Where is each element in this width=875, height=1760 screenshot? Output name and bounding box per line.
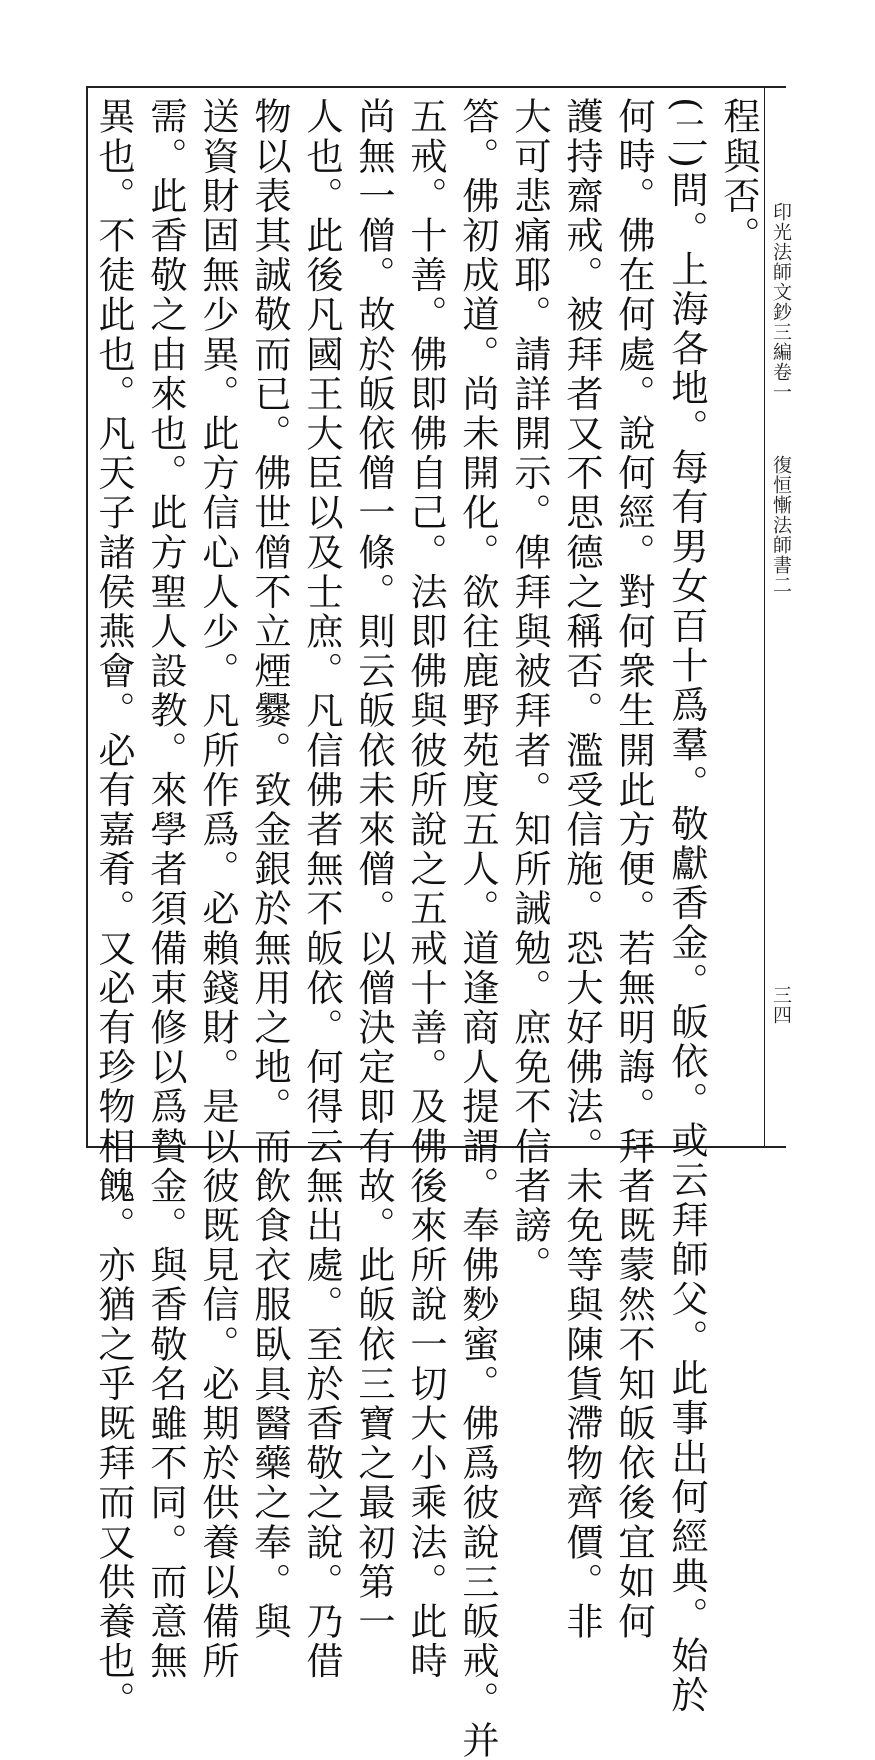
section-title: 復恒慚法師書二 bbox=[770, 455, 792, 595]
text-column: 異也。不徒此也。凡天子諸侯燕會。必有嘉肴。又必有珍物相餽。亦猶之乎既拜而又供養也。 bbox=[92, 97, 136, 1721]
text-column: 人也。此後凡國王大臣以及士庶。凡信佛者無不皈依。何得云無出處。至於香敬之說。乃借 bbox=[300, 97, 344, 1681]
text-column: 答。佛初成道。尚未開化。欲往鹿野苑度五人。道逢商人提謂。奉佛麨蜜。佛爲彼說三皈戒。并 bbox=[456, 97, 500, 1760]
text-column: 護持齋戒。被拜者又不思德之稱否。濫受信施。恐大好佛法。未免等與陳貨滯物齊價。非 bbox=[560, 97, 604, 1642]
text-column: 需。此香敬之由來也。此方聖人設教。來學者須備束修以爲贄金。與香敬名雖不同。而意無 bbox=[144, 97, 188, 1681]
margin-divider bbox=[764, 86, 765, 1148]
text-column: 五戒。十善。佛即佛自己。法即佛與彼所說之五戒十善。及佛後來所說一切大小乘法。此時 bbox=[404, 97, 448, 1681]
text-column: 大可悲痛耶。請詳開示。俾拜與被拜者。知所誡勉。庶免不信者謗。 bbox=[508, 97, 552, 1285]
book-title: 印光法師文鈔三編卷一 bbox=[770, 202, 792, 402]
text-column: 送資財固無少異。此方信心人少。凡所作爲。必賴錢財。是以彼既見信。必期於供養以備所 bbox=[196, 97, 240, 1681]
text-column: (二)問。上海各地。每有男女百十爲羣。敬獻香金。皈依。或云拜師父。此事出何經典。始於 bbox=[665, 97, 709, 1715]
text-column: 物以表其誠敬而已。佛世僧不立煙爨。致金銀於無用之地。而飲食衣服臥具醫藥之奉。與 bbox=[248, 97, 292, 1642]
page-number: 三四 bbox=[770, 985, 792, 1025]
text-column: 程與否。 bbox=[717, 97, 761, 256]
text-column: 何時。佛在何處。說何經。對何衆生開此方便。若無明誨。拜者既蒙然不知皈依後宜如何 bbox=[612, 97, 656, 1642]
text-column: 尚無一僧。故於皈依僧一條。則云皈依未來僧。以僧決定即有故。此皈依三寶之最初第一 bbox=[352, 97, 396, 1642]
